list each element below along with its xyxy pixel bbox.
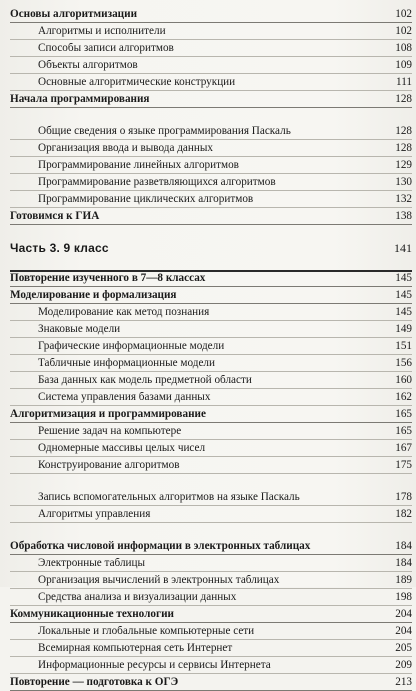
- toc-page-number: 109: [395, 58, 412, 71]
- toc-page-number: 167: [395, 441, 412, 454]
- toc-page-number: 184: [395, 539, 412, 552]
- toc-item-row: [10, 355, 412, 372]
- toc-entry-title: Основы алгоритмизации: [10, 8, 138, 20]
- toc-entry-title: Всемирная компьютерная сеть Интернет: [38, 642, 233, 654]
- toc-item-row: [10, 40, 412, 57]
- toc-item-row: [10, 657, 412, 674]
- toc-page-number: 145: [395, 288, 412, 301]
- toc-section-row: [10, 287, 412, 304]
- toc-page-number: 165: [395, 424, 412, 437]
- toc-page-number: 182: [395, 507, 412, 520]
- toc-item-row: [10, 423, 412, 440]
- toc-item-row: [10, 389, 412, 406]
- toc-entry-title: Программирование циклических алгоритмов: [38, 193, 254, 205]
- toc-section-row: [10, 606, 412, 623]
- toc-item-row: [10, 440, 412, 457]
- toc-page-number: 165: [395, 407, 412, 420]
- toc-page-number: 198: [395, 590, 412, 603]
- toc-page-number: 151: [395, 339, 412, 352]
- toc-page-number: 141: [394, 241, 412, 255]
- toc-entry-title: Основные алгоритмические конструкции: [38, 76, 236, 88]
- toc-entry-title: Информационные ресурсы и сервисы Интернета: [38, 659, 271, 671]
- toc-item-row: [10, 572, 412, 589]
- toc-page-number: 111: [396, 75, 412, 88]
- toc-item-row: [10, 108, 412, 140]
- toc-section-row: [10, 270, 412, 287]
- toc-page-number: 189: [395, 573, 412, 586]
- toc-item-row: [10, 23, 412, 40]
- toc-entry-title: Алгоритмы управления: [38, 508, 151, 520]
- toc-page-number: 175: [395, 458, 412, 471]
- toc-entry-title: Организация ввода и вывода данных: [38, 142, 213, 154]
- toc-item-row: [10, 74, 412, 91]
- toc-entry-title: Моделирование как метод познания: [38, 306, 210, 318]
- toc-item-row: [10, 157, 412, 174]
- toc-entry-title: Одномерные массивы целых чисел: [38, 442, 206, 454]
- toc-item-row: [10, 140, 412, 157]
- toc-entry-title: Знаковые модели: [38, 323, 121, 335]
- toc-item-row: [10, 555, 412, 572]
- toc-page-number: 128: [395, 92, 412, 105]
- toc-item-row: [10, 321, 412, 338]
- toc-entry-title: Повторение изученного в 7—8 классах: [10, 272, 206, 284]
- toc-section-row: [10, 406, 412, 423]
- toc-page-number: 132: [395, 192, 412, 205]
- toc-page-number: 102: [395, 7, 412, 20]
- toc-entry-title: Графические информационные модели: [38, 340, 225, 352]
- toc-entry-title: Обработка числовой информации в электронных таблицах: [10, 539, 311, 552]
- toc-entry-title: Моделирование и формализация: [10, 289, 177, 301]
- toc-item-row: [10, 457, 412, 474]
- part-spacer: [10, 256, 412, 270]
- toc-page-number: 205: [395, 641, 412, 654]
- toc-entry-title: Организация вычислений в электронных таблицах: [38, 574, 280, 586]
- toc-page-number: 145: [395, 305, 412, 318]
- toc-page-number: 204: [395, 624, 412, 637]
- toc-item-row: [10, 623, 412, 640]
- toc-entry-title: Программирование линейных алгоритмов: [38, 159, 239, 171]
- toc-item-row: [10, 372, 412, 389]
- toc-entry-title: Решение задач на компьютере: [38, 425, 182, 437]
- toc-item-row: [10, 304, 412, 321]
- toc-item-row: [10, 506, 412, 523]
- toc-item-row: [10, 474, 412, 506]
- toc-page-number: 204: [395, 607, 412, 620]
- table-of-contents: [10, 6, 412, 691]
- toc-entry-title: Табличные информационные модели: [38, 357, 216, 369]
- toc-entry-title: Алгоритмизация и программирование: [10, 408, 206, 420]
- toc-item-row: [10, 338, 412, 355]
- toc-entry-title: Конструирование алгоритмов: [38, 459, 180, 471]
- toc-entry-title: Общие сведения о языке программирования Паскаль: [38, 124, 291, 137]
- toc-item-row: [10, 589, 412, 606]
- toc-page-number: 209: [395, 658, 412, 671]
- toc-item-row: [10, 57, 412, 74]
- toc-entry-title: Программирование разветвляющихся алгоритмов: [38, 176, 276, 188]
- toc-entry-title: Начала программирования: [10, 93, 150, 105]
- toc-page-number: 129: [395, 158, 412, 171]
- toc-entry-title: Объекты алгоритмов: [38, 59, 138, 71]
- toc-page-number: 138: [395, 209, 412, 222]
- toc-section-row: [10, 674, 412, 691]
- toc-entry-title: Локальные и глобальные компьютерные сети: [38, 625, 255, 637]
- part-spacer: [10, 225, 412, 239]
- toc-page-number: 162: [395, 390, 412, 403]
- toc-entry-title: Электронные таблицы: [38, 557, 146, 569]
- toc-page-number: 128: [395, 124, 412, 137]
- toc-item-row: [10, 640, 412, 657]
- toc-page-number: 184: [395, 556, 412, 569]
- toc-item-row: [10, 191, 412, 208]
- toc-page-number: 149: [395, 322, 412, 335]
- toc-section-row: [10, 91, 412, 108]
- toc-entry-title: Алгоритмы и исполнители: [38, 25, 166, 37]
- toc-section-row: [10, 208, 412, 225]
- toc-page-number: 130: [395, 175, 412, 188]
- toc-item-row: [10, 174, 412, 191]
- toc-section-row: [10, 523, 412, 555]
- toc-entry-title: База данных как модель предметной области: [38, 374, 252, 386]
- toc-entry-title: Повторение — подготовка к ОГЭ: [10, 676, 179, 688]
- toc-page-number: 128: [395, 141, 412, 154]
- toc-entry-title: Коммуникационные технологии: [10, 608, 174, 620]
- toc-page-number: 213: [395, 675, 412, 688]
- toc-page-number: 178: [395, 490, 412, 503]
- toc-page-number: 145: [395, 271, 412, 284]
- toc-entry-title: Способы записи алгоритмов: [38, 42, 174, 54]
- toc-part-heading: [10, 239, 412, 256]
- toc-entry-title: Готовимся к ГИА: [10, 210, 100, 222]
- toc-page-number: 160: [395, 373, 412, 386]
- toc-entry-title: Средства анализа и визуализации данных: [38, 591, 237, 603]
- toc-page-number: 102: [395, 24, 412, 37]
- toc-section-row: [10, 6, 412, 23]
- toc-page-number: 108: [395, 41, 412, 54]
- toc-entry-title: Система управления базами данных: [38, 391, 211, 403]
- toc-page-number: 156: [395, 356, 412, 369]
- toc-entry-title: Запись вспомогательных алгоритмов на языке Паскаль: [38, 490, 300, 503]
- toc-entry-title: Часть 3. 9 класс: [10, 242, 109, 255]
